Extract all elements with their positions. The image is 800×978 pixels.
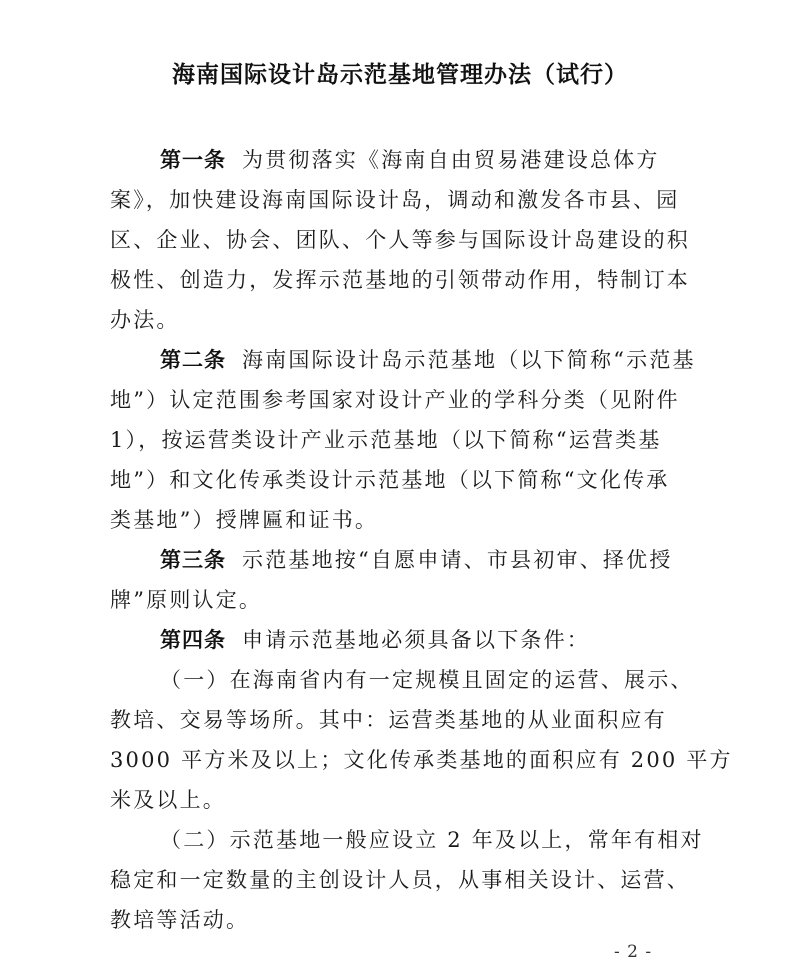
clause-2-line-1: （二）示范基地一般应设立 2 年及以上，常年有相对 bbox=[160, 828, 704, 852]
article-2-line-4: 地”）和文化传承类设计示范基地（以下简称“文化传承 bbox=[110, 468, 670, 492]
document-title: 海南国际设计岛示范基地管理办法（试行） bbox=[172, 61, 628, 88]
article-1-line-3: 区、企业、协会、团队、个人等参与国际设计岛建设的积 bbox=[110, 228, 690, 252]
article-2-label: 第二条 bbox=[160, 348, 226, 372]
article-1-line-2: 案》，加快建设海南国际设计岛，调动和激发各市县、园 bbox=[110, 188, 680, 212]
clause-2-line-3: 教培等活动。 bbox=[110, 908, 250, 932]
clause-2-line-2: 稳定和一定数量的主创设计人员，从事相关设计、运营、 bbox=[110, 868, 690, 892]
clause-1-line-1: （一）在海南省内有一定规模且固定的运营、展示、 bbox=[160, 668, 694, 692]
article-3-label: 第三条 bbox=[160, 548, 226, 572]
article-1-line-4: 极性、创造力，发挥示范基地的引领带动作用，特制订本 bbox=[110, 268, 690, 292]
article-4-text-1: 申请示范基地必须具备以下条件： bbox=[242, 628, 590, 652]
clause-1-line-4: 米及以上。 bbox=[110, 788, 226, 812]
article-2-line-1 bbox=[160, 346, 700, 374]
clause-1-line-3: 3000 平方米及以上；文化传承类基地的面积应有 200 平方 bbox=[110, 748, 733, 772]
article-1-line-5: 办法。 bbox=[110, 308, 180, 332]
article-3-line-1 bbox=[160, 546, 700, 574]
article-3-line-2: 牌”原则认定。 bbox=[110, 588, 263, 612]
article-3-text-1: 示范基地按“自愿申请、市县初审、择优授 bbox=[242, 548, 673, 572]
page-number: - 2 - bbox=[614, 942, 653, 962]
article-2-line-5: 类基地”）授牌匾和证书。 bbox=[110, 508, 379, 532]
article-1-label: 第一条 bbox=[160, 148, 226, 172]
clause-1-line-2: 教培、交易等场所。其中：运营类基地的从业面积应有 bbox=[110, 708, 667, 732]
article-2-line-2: 地”）认定范围参考国家对设计产业的学科分类（见附件 bbox=[110, 388, 680, 412]
article-2-text-1: 海南国际设计岛示范基地（以下简称“示范基 bbox=[242, 348, 696, 372]
article-1-text-1: 为贯彻落实《海南自由贸易港建设总体方 bbox=[242, 148, 660, 172]
article-4-label: 第四条 bbox=[160, 628, 226, 652]
article-4-line-1 bbox=[160, 626, 700, 654]
article-2-line-3: 1），按运营类设计产业示范基地（以下简称“运营类基 bbox=[110, 428, 662, 452]
article-1-line-1 bbox=[160, 146, 700, 174]
